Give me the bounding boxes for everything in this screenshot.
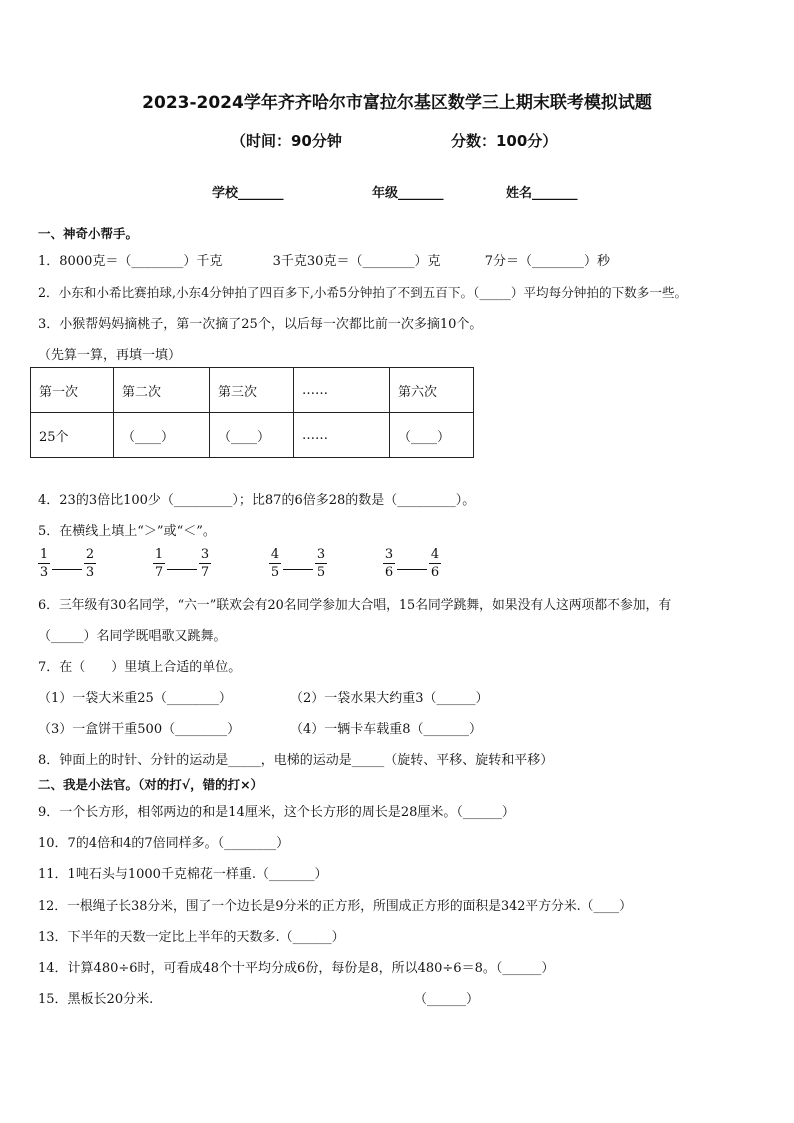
denominator: 6 [430, 565, 440, 580]
denominator: 6 [384, 565, 394, 580]
question-4: 4．23的3倍比100少（_________）；比87的6倍多28的数是（_________）。 [38, 493, 476, 508]
question-7: 7．在（ ）里填上合适的单位。 [38, 660, 242, 675]
exam-time: （时间：90分钟 [231, 132, 342, 150]
question-6-cont: （_____）名同学既唱歌又跳舞。 [38, 629, 227, 644]
answer-blank [167, 569, 197, 570]
section-heading: 二、我是小法官。（对的打√，错的打×） [38, 777, 264, 792]
answer-blank [52, 569, 82, 570]
numerator: 2 [85, 547, 95, 562]
numerator: 1 [39, 547, 49, 562]
table-cell: …… [294, 368, 390, 413]
table-cell: 第六次 [390, 368, 474, 413]
numerator: 3 [316, 547, 326, 562]
school-field: 学校_______ [212, 186, 284, 201]
table-cell: 第三次 [210, 368, 294, 413]
table-cell: （____） [210, 413, 294, 458]
question-5: 5．在横线上填上“＞”或“＜”。 [38, 524, 216, 539]
question-9: 9．一个长方形，相邻两边的和是14厘米，这个长方形的周长是28厘米。（______） [38, 805, 515, 820]
denominator: 7 [154, 565, 164, 580]
denominator: 5 [316, 565, 326, 580]
q1-part-b: 3千克30克＝（________）克 [272, 254, 441, 269]
fraction-compare [269, 546, 327, 581]
numerator: 3 [200, 547, 210, 562]
denominator: 5 [270, 565, 280, 580]
fraction-compare [153, 546, 211, 581]
question-14: 14．计算480÷6时，可看成48个十平均分成6份，每份是8，所以480÷6＝8。（______） [38, 961, 555, 976]
table-cell: （____） [390, 413, 474, 458]
numerator: 4 [270, 547, 280, 562]
fraction-compare [383, 546, 441, 581]
table-cell: （____） [114, 413, 210, 458]
denominator: 3 [85, 565, 95, 580]
table-cell: 第一次 [31, 368, 114, 413]
peach-table [30, 367, 474, 458]
page-title: 2023-2024学年齐齐哈尔市富拉尔基区数学三上期末联考模拟试题 [142, 93, 652, 113]
question-10: 10．7的4倍和4的7倍同样多。（________） [38, 836, 290, 851]
table-row [31, 413, 474, 458]
q1-part-a: 1．8000克＝（________）千克 [38, 254, 223, 269]
denominator: 3 [39, 565, 49, 580]
question-1 [38, 250, 610, 269]
question-6: 6．三年级有30名同学，“六一”联欢会有20名同学参加大合唱，15名同学跳舞，如果没有人这两项都不参加，有 [38, 598, 672, 613]
question-7-4: （4）一辆卡车载重8（_______） [290, 722, 483, 737]
answer-blank [283, 569, 313, 570]
question-11: 11．1吨石头与1000千克棉花一样重.（_______） [38, 867, 328, 882]
q1-part-c: 7分＝（________）秒 [484, 254, 611, 269]
table-cell: …… [294, 413, 390, 458]
table-cell: 25个 [31, 413, 114, 458]
table-cell: 第二次 [114, 368, 210, 413]
grade-field: 年级_______ [372, 186, 444, 201]
question-8: 8．钟面上的时针、分针的运动是_____，电梯的运动是_____（旋转、平移、旋转和平移） [38, 753, 554, 768]
name-field: 姓名_______ [506, 186, 578, 201]
question-7-1: （1）一袋大米重25（________） [38, 691, 232, 706]
question-12: 12．一根绳子长38分米，围了一个边长是9分米的正方形，所围成正方形的面积是342平方分米.（____） [38, 899, 632, 914]
question-15-blank: （______） [414, 992, 480, 1007]
fraction-compare [38, 546, 96, 581]
question-2: 2．小东和小希比赛拍球,小东4分钟拍了四百多下,小希5分钟拍了不到五百下。（_____）平均每分钟拍的下数多一些。 [38, 285, 688, 300]
question-7-2: （2）一袋水果大约重3（______） [290, 691, 489, 706]
question-13: 13．下半年的天数一定比上半年的天数多.（______） [38, 930, 345, 945]
question-7-3: （3）一盒饼干重500（________） [38, 722, 241, 737]
exam-score: 分数：100分） [451, 132, 558, 150]
answer-blank [397, 569, 427, 570]
numerator: 4 [430, 547, 440, 562]
question-3: 3．小猴帮妈妈摘桃子，第一次摘了25个，以后每一次都比前一次多摘10个。 [38, 317, 483, 332]
question-3-note: （先算一算，再填一填） [38, 348, 182, 363]
denominator: 7 [200, 565, 210, 580]
section-heading: 一、神奇小帮手。 [38, 226, 139, 241]
question-15: 15．黑板长20分米. [38, 992, 154, 1007]
numerator: 3 [384, 547, 394, 562]
table-row [31, 368, 474, 413]
numerator: 1 [154, 547, 164, 562]
